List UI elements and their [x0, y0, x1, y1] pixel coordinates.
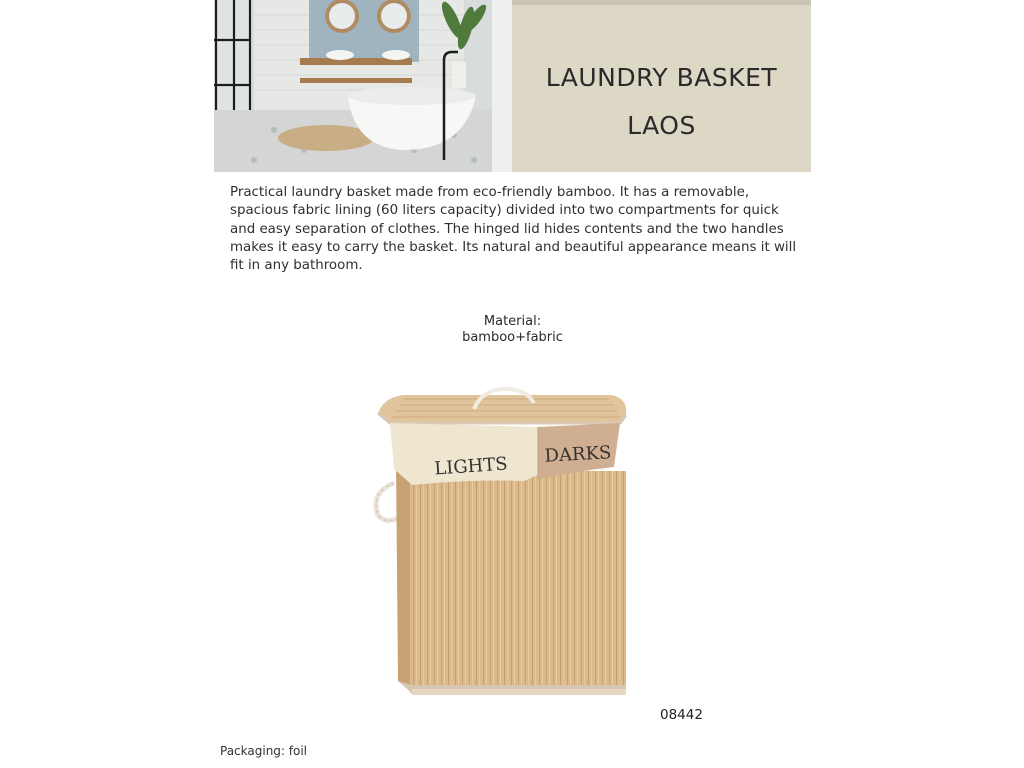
laundry-basket-image: [364, 375, 654, 720]
material-value: bamboo+fabric: [462, 330, 563, 345]
packaging-info: Packaging: foil: [220, 744, 308, 758]
bathroom-photo: [214, 0, 512, 172]
material-label: Material:: [483, 314, 542, 329]
darks-label: DARKS: [544, 442, 612, 467]
title-panel: [512, 0, 811, 172]
product-code: 08442: [660, 707, 703, 723]
product-description: Practical laundry basket made from eco-friendly bamboo. It has a removable, spacious fabric lining (60 liters capacity) divided into two compartments for quick and easy separation of clothes. The hinged lid hides contents and the two handles makes it easy to carry the basket. Its natural and beautiful appearance means it will fit in any bathroom.: [230, 185, 797, 274]
product-title: LAUNDRY BASKET: [545, 63, 778, 92]
header-banner: [214, 0, 811, 172]
lights-label: LIGHTS: [433, 453, 509, 480]
product-subtitle: LAOS: [627, 111, 696, 140]
catalog-page: [214, 0, 811, 768]
